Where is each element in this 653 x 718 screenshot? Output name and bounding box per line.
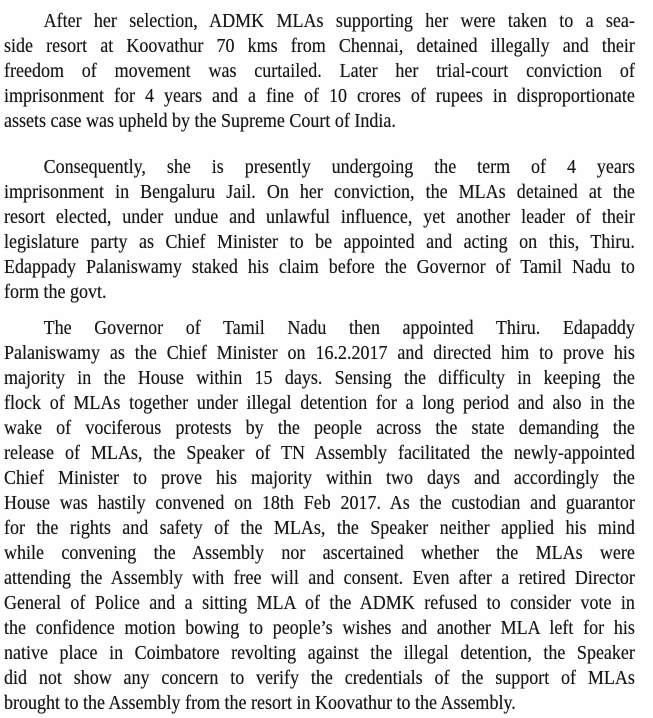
- text-line: House was hastily convened on 18th Feb 2017. As the custodian and guarantor: [4, 492, 635, 514]
- text-line: for the rights and safety of the MLAs, the Speaker neither applied his mind: [4, 517, 635, 539]
- text-line: wake of vociferous protests by the people across the state demanding the: [4, 417, 635, 439]
- text-line: side resort at Koovathur 70 kms from Chennai, detained illegally and their: [4, 35, 635, 57]
- paragraph: [4, 316, 635, 716]
- text-line: legislature party as Chief Minister to be appointed and acting on this, Thiru.: [4, 231, 635, 253]
- text-line: release of MLAs, the Speaker of TN Assembly facilitated the newly-appointed: [4, 442, 635, 464]
- text-line: majority in the House within 15 days. Sensing the difficulty in keeping the: [4, 367, 635, 389]
- text-line: imprisonment for 4 years and a fine of 10 crores of rupees in disproportionate: [4, 85, 635, 107]
- text-line: Consequently, she is presently undergoing the term of 4 years: [43, 156, 635, 178]
- text-line: General of Police and a sitting MLA of the ADMK refused to consider vote in: [4, 592, 635, 614]
- text-line: form the govt.: [4, 281, 107, 303]
- text-line: Chief Minister to prove his majority within two days and accordingly the: [4, 467, 635, 489]
- text-line: resort elected, under undue and unlawful influence, yet another leader of their: [4, 206, 635, 228]
- text-line: brought to the Assembly from the resort in Koovathur to the Assembly.: [4, 692, 516, 714]
- text-line: freedom of movement was curtailed. Later her trial-court conviction of: [4, 60, 635, 82]
- text-line: assets case was upheld by the Supreme Court of India.: [4, 110, 396, 132]
- text-line: Edappady Palaniswamy staked his claim before the Governor of Tamil Nadu to: [4, 256, 635, 278]
- text-line: did not show any concern to verify the credentials of the support of MLAs: [4, 667, 635, 689]
- text-line: The Governor of Tamil Nadu then appointed Thiru. Edapaddy: [43, 317, 635, 339]
- paragraph: [4, 9, 635, 134]
- document-text: [4, 9, 635, 716]
- text-line: the confidence motion bowing to people’s wishes and another MLA left for his: [4, 617, 635, 639]
- text-line: native place in Coimbatore revolting against the illegal detention, the Speaker: [4, 642, 635, 664]
- text-line: flock of MLAs together under illegal detention for a long period and also in the: [4, 392, 635, 414]
- text-line: attending the Assembly with free will and consent. Even after a retired Director: [4, 567, 635, 589]
- text-line: imprisonment in Bengaluru Jail. On her conviction, the MLAs detained at the: [4, 181, 635, 203]
- text-line: After her selection, ADMK MLAs supporting her were taken to a sea-: [43, 10, 635, 32]
- paragraph: [4, 155, 635, 305]
- text-line: while convening the Assembly nor ascertained whether the MLAs were: [4, 542, 635, 564]
- text-line: Palaniswamy as the Chief Minister on 16.2.2017 and directed him to prove his: [4, 342, 635, 364]
